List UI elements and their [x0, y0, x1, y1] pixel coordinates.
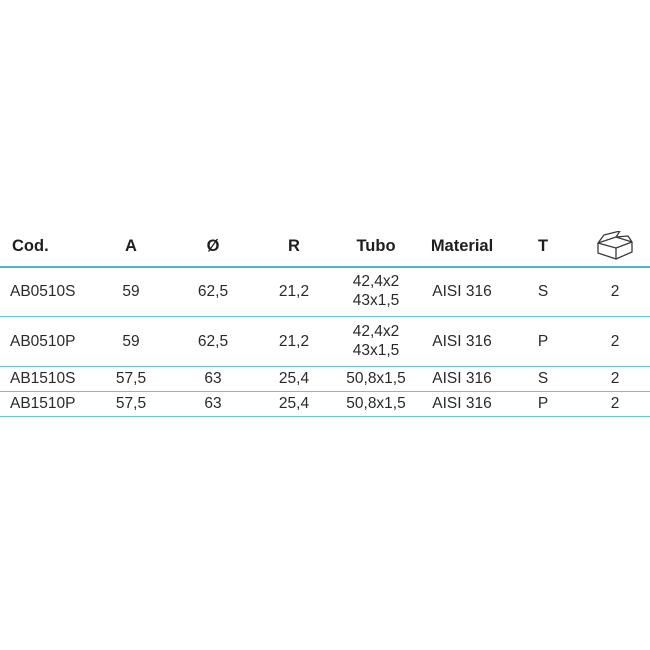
cell-t: P: [537, 395, 549, 412]
cell-box-qty: 2: [610, 395, 620, 412]
table-row: [0, 366, 650, 391]
row-divider: [0, 416, 650, 417]
cell-r: 25,4: [278, 370, 310, 387]
cell-r: 21,2: [278, 332, 310, 350]
table-row: [0, 266, 650, 316]
cell-tubo: [336, 366, 416, 391]
header-tubo: Tubo: [356, 236, 396, 255]
tubo-line: 42,4x2: [352, 273, 400, 290]
tubo-line: 43x1,5: [352, 342, 400, 359]
cell-material: AISI 316: [432, 395, 492, 412]
header-t: T: [537, 236, 549, 255]
header-a: A: [125, 236, 137, 255]
cell-t: S: [537, 370, 549, 387]
cell-a: 57,5: [115, 395, 147, 412]
cell-box-qty: 2: [610, 282, 620, 300]
cell-tubo: [336, 266, 416, 316]
header-r: R: [288, 236, 300, 255]
cell-tubo: [336, 391, 416, 416]
tubo-line: 50,8x1,5: [346, 395, 406, 412]
cell-diameter: 63: [204, 395, 222, 412]
tubo-line: 50,8x1,5: [346, 370, 406, 387]
cell-cod: AB1510P: [10, 395, 76, 412]
cell-diameter: 62,5: [197, 282, 229, 300]
cell-cod: AB1510S: [10, 370, 76, 387]
cell-a: 57,5: [115, 370, 147, 387]
cell-material: AISI 316: [432, 370, 492, 387]
cell-r: 21,2: [278, 282, 310, 300]
cell-diameter: 63: [204, 370, 222, 387]
cell-t: P: [537, 332, 549, 350]
header-cod: Cod.: [12, 236, 49, 255]
table-header-row: [0, 226, 650, 266]
cell-tubo: [336, 316, 416, 366]
cell-material: AISI 316: [432, 332, 492, 350]
table-row: [0, 316, 650, 366]
cell-box-qty: 2: [610, 332, 620, 350]
cell-t: S: [537, 282, 549, 300]
header-diameter: Ø: [206, 236, 220, 255]
cell-material: AISI 316: [432, 282, 492, 300]
tubo-line: 42,4x2: [352, 323, 400, 340]
cell-diameter: 62,5: [197, 332, 229, 350]
spec-table: [0, 226, 650, 416]
cell-cod: AB0510P: [10, 332, 76, 350]
package-box-icon: [586, 226, 644, 266]
cell-r: 25,4: [278, 395, 310, 412]
tubo-line: 43x1,5: [352, 292, 400, 309]
cell-a: 59: [122, 332, 140, 350]
cell-a: 59: [122, 282, 140, 300]
cell-cod: AB0510S: [10, 282, 76, 300]
table-row: [0, 391, 650, 416]
header-material: Material: [430, 236, 494, 255]
cell-box-qty: 2: [610, 370, 620, 387]
